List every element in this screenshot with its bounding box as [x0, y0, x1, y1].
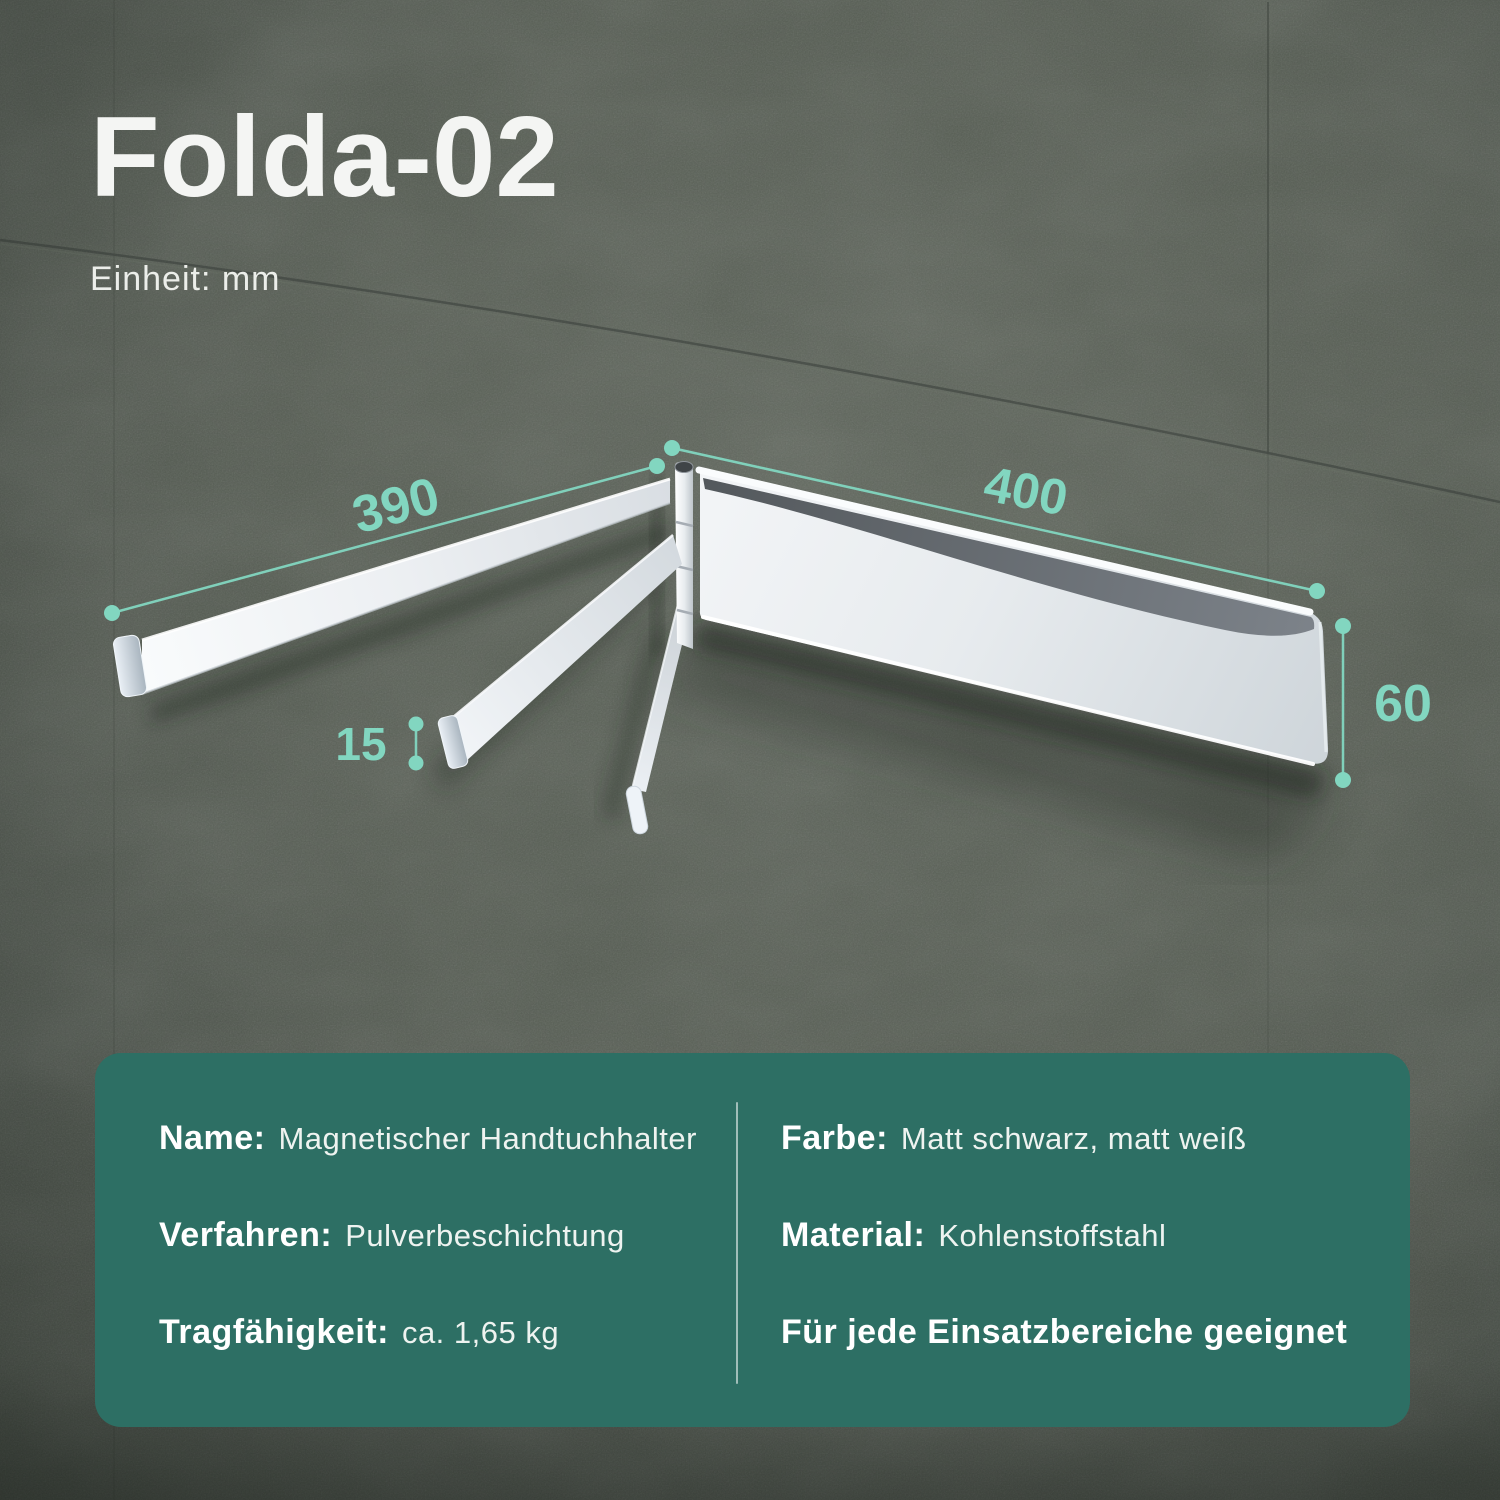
- spec-label: Name:: [159, 1119, 266, 1157]
- spec-row-name: [159, 1116, 697, 1160]
- spec-highlight-text: Für jede Einsatzbereiche geeignet: [781, 1313, 1348, 1351]
- spec-value: ca. 1,65 kg: [401, 1315, 560, 1350]
- spec-panel: [95, 1053, 1410, 1427]
- page-title: Folda-02: [90, 94, 559, 221]
- spec-row-material: [781, 1213, 1166, 1257]
- spec-value: Pulverbeschichtung: [345, 1218, 625, 1253]
- spec-label: Tragfähigkeit:: [159, 1313, 389, 1351]
- header: [90, 94, 559, 299]
- spec-label: Verfahren:: [159, 1216, 333, 1254]
- spec-row-highlight: [781, 1310, 1347, 1354]
- spec-value: Matt schwarz, matt weiß: [900, 1121, 1247, 1156]
- spec-value: Magnetischer Handtuchhalter: [278, 1121, 697, 1156]
- spec-label: Farbe:: [781, 1119, 888, 1157]
- panel-divider: [736, 1102, 738, 1384]
- spec-row-process: [159, 1213, 625, 1257]
- spec-label: Material:: [781, 1216, 926, 1254]
- unit-note: Einheit: mm: [90, 259, 281, 298]
- spec-row-capacity: [159, 1310, 559, 1354]
- spec-value: Kohlenstoffstahl: [938, 1218, 1167, 1253]
- spec-row-color: [781, 1116, 1247, 1160]
